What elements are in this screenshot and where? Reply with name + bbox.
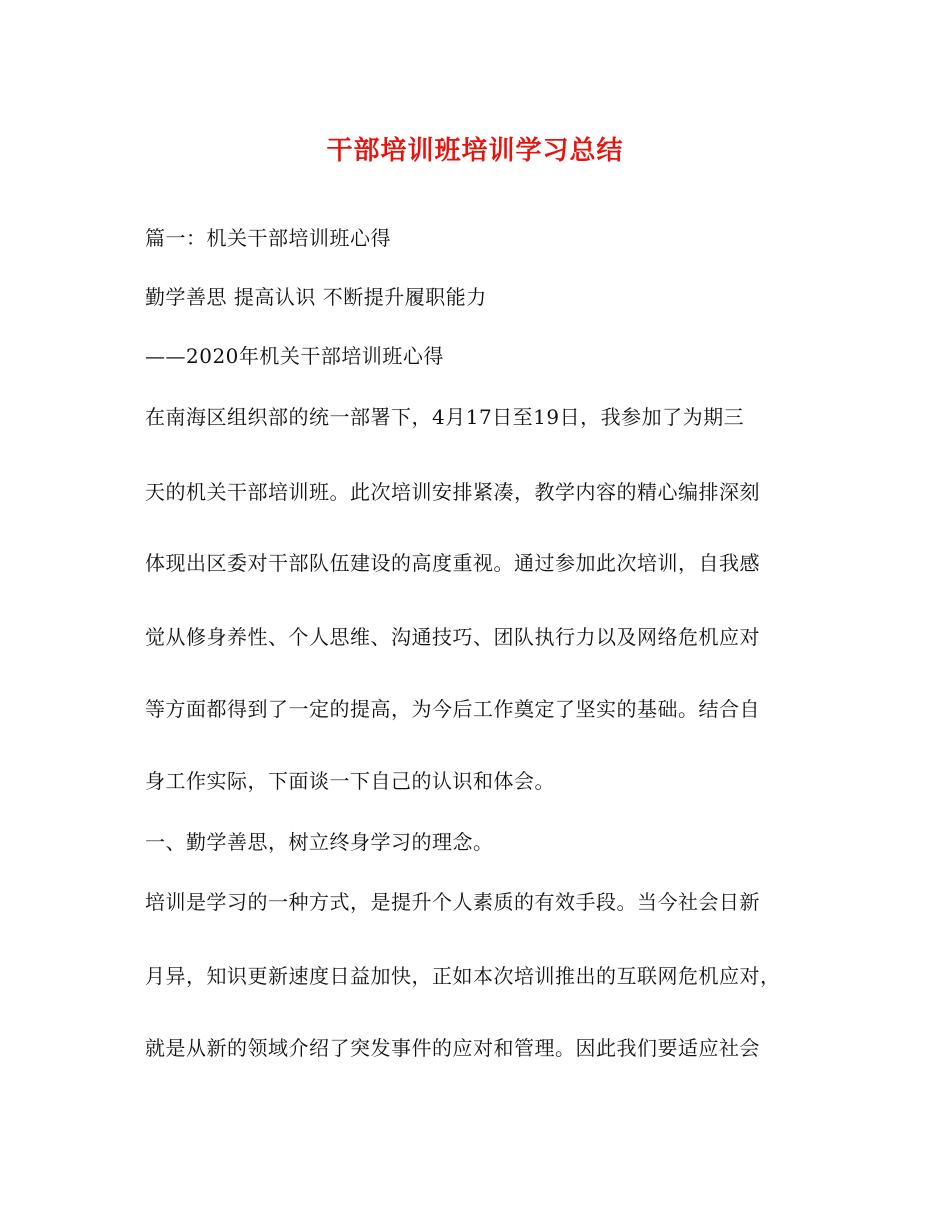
text-line: 篇一：机关干部培训班心得 — [145, 226, 391, 250]
text-line: 勤学善思 提高认识 不断提升履职能力 — [145, 285, 487, 309]
text-line: 天的机关干部培训班。此次培训安排紧凑，教学内容的精心编排深刻 — [145, 480, 760, 504]
section-heading: 一、勤学善思，树立终身学习的理念。 — [145, 830, 494, 854]
text-line: 在南海区组织部的统一部署下，4月17日至19日，我参加了为期三 — [145, 405, 745, 429]
text-line: 身工作实际，下面谈一下自己的认识和体会。 — [145, 769, 555, 793]
text-line: 等方面都得到了一定的提高，为今后工作奠定了坚实的基础。结合自 — [145, 697, 760, 721]
text-line: 月异，知识更新速度日益加快，正如本次培训推出的互联网危机应对， — [145, 964, 781, 988]
text-line: ——2020年机关干部培训班心得 — [145, 344, 444, 368]
text-line: 培训是学习的一种方式，是提升个人素质的有效手段。当今社会日新 — [145, 890, 760, 914]
text-line: 就是从新的领域介绍了突发事件的应对和管理。因此我们要适应社会 — [145, 1036, 760, 1060]
text-line: 觉从修身养性、个人思维、沟通技巧、团队执行力以及网络危机应对 — [145, 625, 760, 649]
text-line: 体现出区委对干部队伍建设的高度重视。通过参加此次培训，自我感 — [145, 551, 760, 575]
document-title: 干部培训班培训学习总结 — [326, 136, 624, 166]
